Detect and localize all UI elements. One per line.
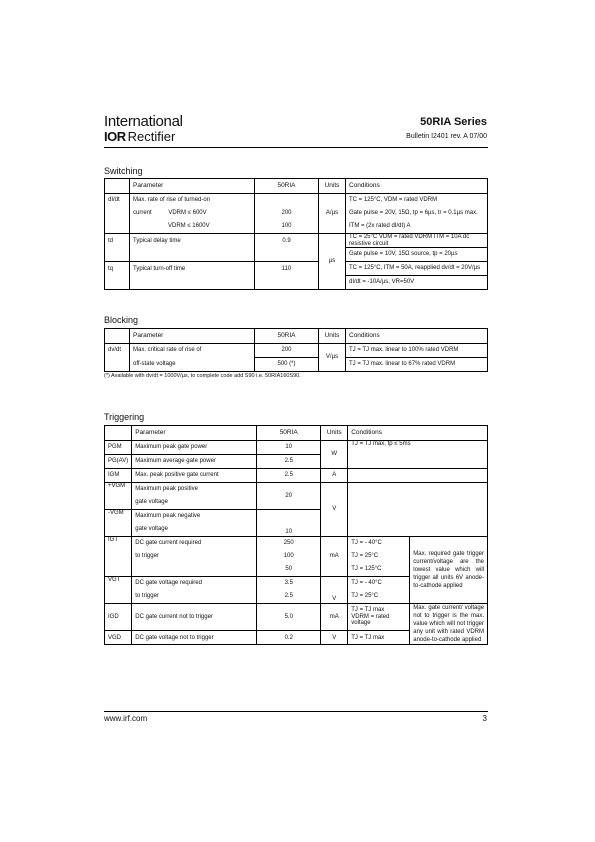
triggering-title: Triggering: [104, 412, 145, 422]
header-conditions: Conditions: [346, 179, 488, 194]
param-cell: [130, 276, 255, 290]
param-cell: Max. rate of rise of turned-on: [130, 194, 255, 208]
value-cell: 500 (*): [255, 358, 319, 372]
value-cell: 2.5: [257, 590, 321, 604]
value-cell: 200: [255, 207, 319, 220]
symbol-cell: [105, 590, 132, 604]
value-cell: 2.5: [257, 455, 321, 469]
unit-cell: A/µs: [319, 194, 346, 234]
symbol-cell: [105, 358, 130, 372]
value-cell: 10: [257, 441, 321, 455]
symbol-cell: IGT: [105, 537, 132, 551]
value-cell: 250: [257, 537, 321, 551]
param-cell: [132, 563, 257, 577]
cond-cell: TC = 125°C, ITM = 50A, reapplied dv/dt = 20V/µs: [346, 262, 488, 276]
param-cell: VDRM ≤ 1600V: [130, 220, 255, 234]
table-row: [105, 194, 488, 208]
symbol-cell: td: [105, 234, 130, 248]
param-cell: DC gate current not to trigger: [132, 604, 257, 631]
param-cell: off-state voltage: [130, 358, 255, 372]
param-cell: DC gate voltage not to trigger: [132, 631, 257, 645]
table-header-row: [105, 426, 488, 441]
value-cell: 0.2: [257, 631, 321, 645]
param-cell: gate voltage: [132, 523, 257, 537]
table-row: [105, 207, 488, 220]
unit-cell: mA: [321, 604, 348, 631]
table-row: [105, 234, 488, 248]
cond-cell: Gate pulse = 20V, 15Ω, tp = 6µs, tr = 0.1µs max.: [346, 207, 488, 220]
cond-cell: TJ = 25°C: [348, 550, 410, 563]
cond-cell: TJ = 25°C: [348, 590, 410, 604]
unit-cell: V: [321, 631, 348, 645]
symbol-cell: dI/dt: [105, 194, 130, 208]
param-cell: DC gate voltage required: [132, 577, 257, 591]
symbol-cell: [105, 220, 130, 234]
param-cell: Maximum peak positive: [132, 483, 257, 497]
value-cell: 200: [255, 344, 319, 358]
value-cell: 50: [257, 563, 321, 577]
param-cell: Typical turn-off time: [130, 262, 255, 276]
value-cell: 100: [257, 550, 321, 563]
table-row: [105, 358, 488, 372]
gate-trigger-note: Max. required gate trigger current/voltage are the lowest value which will trigger all units 6V anode-to-cathode applied: [410, 537, 488, 604]
table-row: [105, 483, 488, 497]
value-cell: 5.0: [257, 604, 321, 631]
symbol-cell: [105, 563, 132, 577]
table-row: [105, 276, 488, 290]
logo-line-rectifier: [104, 129, 175, 144]
page-number: 3: [482, 714, 487, 723]
cond-cell: [348, 483, 488, 537]
cond-cell: [348, 469, 488, 483]
symbol-cell: -VGM: [105, 510, 132, 524]
header-value: 50RIA: [257, 426, 321, 441]
blocking-title: Blocking: [104, 315, 139, 325]
unit-cell: mA: [321, 537, 348, 577]
symbol-cell: VGD: [105, 631, 132, 645]
cond-cell: Gate pulse = 10V, 15Ω source, tp = 20µs: [346, 248, 488, 262]
symbol-cell: +VGM: [105, 483, 132, 497]
value-cell: 2.5: [257, 469, 321, 483]
param-cell: to trigger: [132, 550, 257, 563]
table-row: [105, 604, 488, 631]
unit-cell: V/µs: [319, 344, 346, 372]
header-sym: [105, 426, 132, 441]
header-conditions: Conditions: [346, 329, 488, 344]
footer-rule: [104, 711, 488, 712]
header-sym: [105, 329, 130, 344]
cond-cell: TJ = - 40°C: [348, 537, 410, 551]
value-cell: 3.5: [257, 577, 321, 591]
symbol-cell: PG(AV): [105, 455, 132, 469]
value-cell: [255, 276, 319, 290]
cond-line: VDRM = rated voltage: [351, 613, 390, 627]
unit-cell: V: [321, 483, 348, 537]
symbol-cell: [105, 523, 132, 537]
symbol-cell: [105, 207, 130, 220]
cond-cell: TJ = TJ max. linear to 67% rated VDRM: [346, 358, 488, 372]
table-row: [105, 441, 488, 455]
cond-cell: TC = 125°C, VDM = rated VDRM: [346, 194, 488, 208]
cond-cell: TJ = 125°C: [348, 563, 410, 577]
value-cell: 0.9: [255, 234, 319, 248]
symbol-cell: [105, 496, 132, 510]
gate-not-trigger-note: Max. gate current/ voltage not to trigger is the max. value which will not trigger any unit with rated VDRM anode-to-cathode applied: [410, 604, 488, 645]
header-units: Units: [319, 179, 346, 194]
logo-line-international: International: [104, 113, 183, 130]
header-units: Units: [321, 426, 348, 441]
symbol-cell: IGM: [105, 469, 132, 483]
unit-cell: V: [321, 577, 348, 604]
cond-cell: [348, 604, 410, 631]
switching-table: [104, 178, 488, 290]
unit-cell: A: [321, 469, 348, 483]
cond-cell: dI/dt = -10A/µs, VR=50V: [346, 276, 488, 290]
param-cell: Maximum average gate power: [132, 455, 257, 469]
symbol-cell: [105, 276, 130, 290]
param-cell: to trigger: [132, 590, 257, 604]
table-row: [105, 248, 488, 262]
param-cell: gate voltage: [132, 496, 257, 510]
header-parameter: Parameter: [132, 426, 257, 441]
param-cell: Max. critical rate of rise of: [130, 344, 255, 358]
symbol-cell: [105, 550, 132, 563]
header-sym: [105, 179, 130, 194]
logo-rectifier-text: Rectifier: [127, 129, 176, 144]
symbol-cell: [105, 248, 130, 262]
table-row: [105, 537, 488, 551]
table-header-row: [105, 179, 488, 194]
series-title: 50RIA Series: [420, 116, 487, 128]
switching-title: Switching: [104, 166, 143, 176]
website-link[interactable]: www.irf.com: [104, 714, 148, 723]
value-cell: 100: [255, 220, 319, 234]
header-conditions: Conditions: [348, 426, 488, 441]
table-row: [105, 262, 488, 276]
bulletin-line: Bulletin I2401 rev. A 07/00: [406, 133, 487, 140]
blocking-footnote: (*) Available with dv/dt = 1000V/µs, to complete code add S90 i.e. 50RIA160S90.: [104, 373, 301, 379]
header-units: Units: [319, 329, 346, 344]
table-row: [105, 220, 488, 234]
header-parameter: Parameter: [130, 179, 255, 194]
symbol-cell: VGT: [105, 577, 132, 591]
value-cell: [255, 194, 319, 208]
symbol-cell: dv/dt: [105, 344, 130, 358]
table-header-row: [105, 329, 488, 344]
header-parameter: Parameter: [130, 329, 255, 344]
param-cell: DC gate current required: [132, 537, 257, 551]
symbol-cell: tq: [105, 262, 130, 276]
symbol-cell: PGM: [105, 441, 132, 455]
param-cell: Maximum peak negative: [132, 510, 257, 524]
param-cell: [130, 248, 255, 262]
header-value: 50RIA: [255, 329, 319, 344]
triggering-table: [104, 425, 488, 645]
value-cell: 110: [255, 262, 319, 276]
param-cell: current VDRM ≤ 600V: [130, 207, 255, 220]
unit-cell: W: [321, 441, 348, 469]
header-rule: [104, 147, 488, 148]
cond-cell: TC = 25°C VDM = rated VDRM ITM = 10A dc resistive circuit: [346, 234, 488, 248]
cond-cell: TJ = TJ max, tp ≤ 5ms: [348, 441, 488, 469]
value-cell: 20: [257, 483, 321, 510]
cond-cell: TJ = TJ max. linear to 100% rated VDRM: [346, 344, 488, 358]
cond-cell: ITM = (2x rated dI/dt) A: [346, 220, 488, 234]
table-row: [105, 344, 488, 358]
symbol-cell: IGD: [105, 604, 132, 631]
param-cell: Maximum peak gate power: [132, 441, 257, 455]
param-cell: Max. peak positive gate current: [132, 469, 257, 483]
blocking-table: [104, 328, 488, 372]
cond-cell: TJ = TJ max: [348, 631, 410, 645]
param-cell: Typical delay time: [130, 234, 255, 248]
cond-line: TJ = TJ max: [351, 607, 385, 614]
unit-cell: µs: [319, 234, 346, 290]
header-value: 50RIA: [255, 179, 319, 194]
table-row: [105, 469, 488, 483]
cond-cell: TJ = - 40°C: [348, 577, 410, 591]
logo-mark: IOR: [104, 129, 126, 144]
value-cell: 10: [257, 510, 321, 537]
value-cell: [255, 248, 319, 262]
